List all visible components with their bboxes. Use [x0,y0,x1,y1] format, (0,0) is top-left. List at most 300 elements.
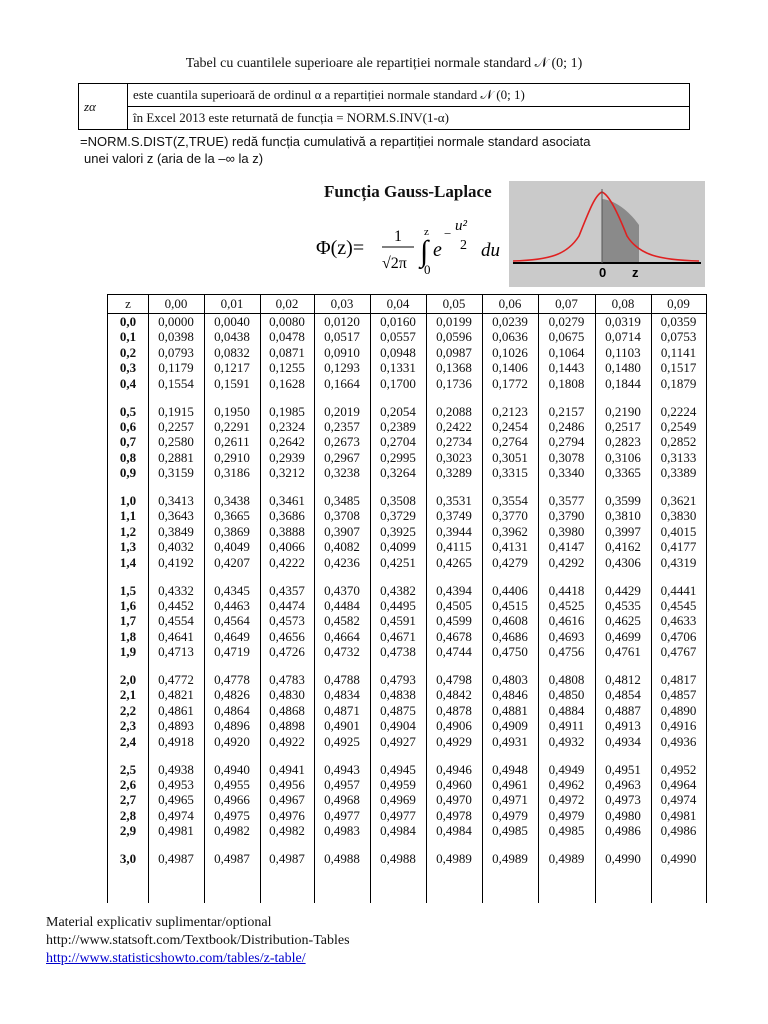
table-cell: 0,4857 [660,687,697,703]
table-cell: 0,0398 [158,329,194,345]
table-cell: 0,3438 [214,493,250,508]
table-cell: 0,4177 [660,539,697,555]
table-cell: 0,3413 [158,493,194,508]
table-cell: 0,2967 [324,449,360,465]
table-cell: 0,4985 [548,823,585,839]
table-cell: 0,0832 [214,344,250,360]
table-cell: 0,4783 [269,672,305,687]
table-cell: 0,4131 [492,539,528,555]
table-cell: 0,4951 [605,761,641,777]
table-cell: 0,0120 [324,314,360,329]
definitions-table [78,83,690,130]
table-cell: 0,0000 [158,314,194,329]
table-cell: 0,1554 [158,375,194,391]
table-cell: 0,3925 [380,523,416,539]
table-cell: 0,1628 [269,375,305,391]
table-cell: 0,4207 [214,554,250,570]
table-cell: 0,1141 [660,344,697,360]
table-cell: 0,4909 [492,718,528,734]
table-cell: 0,4738 [380,644,416,660]
table-cell: 0,4744 [436,644,472,660]
row-z-value: 2,4 [119,733,137,749]
table-cell: 0,4978 [436,807,472,823]
row-z-value: 0,3 [119,360,137,376]
table-cell: 0,4821 [158,687,194,703]
table-cell: 0,2088 [436,403,472,419]
table-cell: 0,4952 [660,761,697,777]
row-z-value: 1,6 [119,597,137,613]
formula-upper: z [424,226,429,238]
table-cell: 0,4875 [380,702,416,718]
table-cell: 0,3907 [324,523,360,539]
table-cell: 0,4957 [324,776,360,792]
formula-exp-num: u² [455,218,467,234]
table-cell: 0,4854 [605,687,641,703]
table-cell: 0,4591 [380,613,416,629]
row-z-value: 1,4 [119,554,137,570]
table-cell: 0,0753 [660,329,697,345]
table-cell: 0,4251 [380,554,416,570]
row-z-value: 0,4 [119,375,137,391]
table-cell: 0,4713 [158,644,194,660]
table-cell: 0,0040 [214,314,250,329]
table-cell: 0,2852 [660,434,697,450]
table-cell: 0,4332 [158,582,194,598]
table-cell: 0,1879 [660,375,697,391]
table-cell: 0,0160 [380,314,416,329]
table-cell: 0,4525 [548,597,585,613]
table-cell: 0,2995 [380,449,416,465]
table-cell: 0,4977 [380,807,416,823]
table-cell: 0,2580 [158,434,194,450]
table-cell: 0,4554 [158,613,194,629]
table-cell: 0,4986 [605,823,641,839]
table-cell: 0,4306 [605,554,641,570]
page-title: Tabel cu cuantilele superioare ale repartiției normale standard 𝒩 (0; 1) [185,56,583,71]
table-cell: 0,4830 [269,687,305,703]
table-cell: 0,4959 [380,776,416,792]
table-cell: 0,2389 [380,418,416,434]
table-cell: 0,4979 [548,807,585,823]
table-cell: 0,4948 [492,761,528,777]
table-cell: 0,3051 [492,449,528,465]
header-cell: 0,03 [330,296,354,311]
note-line-2: unei valori z (aria de la –∞ la z) [84,151,264,166]
table-cell: 0,2257 [158,418,194,434]
table-cell: 0,3078 [548,449,585,465]
table-cell: 0,3238 [324,465,360,481]
table-cell: 0,4936 [660,733,697,749]
table-cell: 0,1844 [605,375,641,391]
table-cell: 0,2764 [492,434,528,450]
table-cell: 0,3708 [324,508,360,524]
table-cell: 0,4162 [605,539,641,555]
table-cell: 0,4890 [660,702,697,718]
header-cell: 0,07 [555,296,578,311]
table-cell: 0,4032 [158,539,194,555]
table-cell: 0,1179 [158,360,194,376]
table-cell: 0,3849 [158,523,194,539]
table-cell: 0,3729 [380,508,416,524]
table-cell: 0,4798 [436,672,472,687]
table-cell: 0,3869 [214,523,250,539]
table-cell: 0,3531 [436,493,472,508]
table-cell: 0,4066 [269,539,305,555]
header-cell: 0,05 [442,296,466,311]
table-cell: 0,4987 [269,851,305,866]
table-cell: 0,2422 [436,418,472,434]
table-cell: 0,4987 [158,851,194,866]
header-cell: 0,09 [667,296,690,311]
table-cell: 0,4418 [548,582,585,598]
table-cell: 0,3665 [214,508,250,524]
table-cell: 0,4861 [158,702,194,718]
table-cell: 0,4971 [492,792,528,808]
table-cell: 0,2486 [548,418,585,434]
table-cell: 0,4981 [158,823,194,839]
table-cell: 0,1915 [158,403,194,419]
row-z-value: 2,8 [119,807,137,823]
table-cell: 0,2881 [158,449,194,465]
row-z-value: 2,3 [119,718,137,734]
table-cell: 0,4967 [269,792,305,808]
header-cell: 0,00 [164,296,188,311]
table-cell: 0,4988 [324,851,360,866]
table-cell: 0,2454 [492,418,528,434]
table-cell: 0,4984 [380,823,416,839]
table-cell: 0,4719 [214,644,250,660]
table-cell: 0,2910 [214,449,250,465]
table-cell: 0,2190 [605,403,641,419]
table-cell: 0,3749 [436,508,472,524]
table-cell: 0,4973 [605,792,641,808]
table-cell: 0,2549 [660,418,697,434]
table-cell: 0,0636 [492,329,528,345]
table-cell: 0,4625 [605,613,641,629]
table-cell: 0,4236 [324,554,360,570]
table-cell: 0,4990 [660,851,697,866]
table-cell: 0,1331 [380,360,416,376]
z-table [107,294,707,903]
table-cell: 0,4812 [605,672,641,687]
symbol-cell: zα [79,84,128,130]
table-cell: 0,4943 [324,761,360,777]
table-cell: 0,3621 [660,493,697,508]
table-cell: 0,1443 [548,360,585,376]
table-cell: 0,4896 [214,718,250,734]
table-cell: 0,3186 [214,465,250,481]
row-z-value: 1,5 [119,582,137,598]
row-z-value: 0,7 [119,434,137,450]
links-block [46,914,350,968]
table-cell: 0,4974 [660,792,697,808]
row-z-value: 1,2 [119,523,137,539]
formula-du: du [481,240,500,261]
table-cell: 0,2734 [436,434,472,450]
table-cell: 0,3340 [548,465,585,481]
table-cell: 0,4871 [324,702,360,718]
row-z-value: 1,8 [119,628,137,644]
table-cell: 0,4441 [660,582,697,598]
table-cell: 0,4940 [214,761,250,777]
table-cell: 0,4706 [660,628,697,644]
table-cell: 0,3106 [605,449,641,465]
table-cell: 0,3289 [436,465,472,481]
table-cell: 0,4756 [548,644,585,660]
table-cell: 0,4649 [214,628,250,644]
table-cell: 0,2357 [324,418,360,434]
row-z-value: 2,2 [119,702,137,718]
table-cell: 0,4515 [492,597,528,613]
table-cell: 0,4082 [324,539,360,555]
link-statisticshowto[interactable]: http://www.statisticshowto.com/tables/z-table/ [46,951,306,966]
table-cell: 0,4535 [605,597,641,613]
table-cell: 0,4656 [269,628,305,644]
table-cell: 0,4906 [436,718,472,734]
header-cell: 0,08 [611,296,635,311]
table-cell: 0,3997 [605,523,641,539]
table-cell: 0,2019 [324,403,360,419]
table-cell: 0,4977 [324,807,360,823]
table-cell: 0,3790 [548,508,585,524]
table-cell: 0,4015 [660,523,697,539]
table-cell: 0,4608 [492,613,528,629]
formula-e: e [433,239,442,261]
table-cell: 0,4693 [548,628,585,644]
table-cell: 0,4370 [324,582,360,598]
table-cell: 0,1480 [605,360,641,376]
table-cell: 0,1406 [492,360,528,376]
bell-curve-image [509,181,705,287]
row-z-value: 0,2 [119,344,137,360]
table-cell: 0,4969 [380,792,416,808]
table-cell: 0,4972 [548,792,585,808]
header-cell: 0,06 [498,296,522,311]
table-cell: 0,1217 [214,360,250,376]
table-cell: 0,4641 [158,628,194,644]
row-z-value: 1,3 [119,539,137,555]
header-cell: 0,01 [220,296,244,311]
table-cell: 0,4452 [158,597,194,613]
table-cell: 0,3686 [269,508,305,524]
note-line-1: =NORM.S.DIST(Z,TRUE) redă funcția cumulativă a repartiției normale standard asociata [80,134,591,149]
table-cell: 0,3554 [492,493,528,508]
table-cell: 0,3264 [380,465,416,481]
table-cell: 0,4826 [214,687,250,703]
table-cell: 0,4931 [492,733,528,749]
table-cell: 0,4265 [436,554,472,570]
table-cell: 0,4898 [269,718,305,734]
table-cell: 0,3770 [492,508,528,524]
table-cell: 0,4382 [380,582,416,598]
table-cell: 0,3944 [436,523,472,539]
table-cell: 0,4932 [548,733,585,749]
header-cell: z [125,296,131,311]
table-cell: 0,3159 [158,465,194,481]
table-cell: 0,4834 [324,687,360,703]
table-cell: 0,4115 [436,539,472,555]
table-cell: 0,0987 [436,344,472,360]
row-z-value: 0,1 [119,329,137,345]
table-cell: 0,4961 [492,776,528,792]
table-cell: 0,2939 [269,449,305,465]
table-cell: 0,4904 [380,718,416,734]
table-cell: 0,2673 [324,434,360,450]
row-z-value: 1,1 [119,508,137,524]
table-cell: 0,4842 [436,687,472,703]
formula-lower: 0 [424,262,431,277]
table-cell: 0,4582 [324,613,360,629]
table-cell: 0,4975 [214,807,250,823]
table-cell: 0,2324 [269,418,305,434]
table-cell: 0,4918 [158,733,194,749]
table-cell: 0,4990 [605,851,641,866]
table-cell: 0,0948 [380,344,416,360]
table-cell: 0,4686 [492,628,528,644]
table-cell: 0,3315 [492,465,528,481]
table-cell: 0,4099 [380,539,416,555]
table-cell: 0,4192 [158,554,194,570]
table-cell: 0,4222 [269,554,305,570]
table-cell: 0,4929 [436,733,472,749]
link-statsoft: http://www.statsoft.com/Textbook/Distribution-Tables [46,933,350,948]
table-cell: 0,4989 [548,851,585,866]
table-cell: 0,1950 [214,403,250,419]
table-cell: 0,3830 [660,508,697,524]
table-cell: 0,1255 [269,360,305,376]
curve-label-zero: 0 [599,265,607,280]
row-z-value: 0,5 [119,403,137,419]
table-cell: 0,1772 [492,375,528,391]
table-cell: 0,1103 [605,344,641,360]
table-cell: 0,4985 [492,823,528,839]
links-label: Material explicativ suplimentar/optional [46,915,272,930]
table-cell: 0,4793 [380,672,416,687]
table-cell: 0,3508 [380,493,416,508]
table-cell: 0,3643 [158,508,194,524]
table-cell: 0,4983 [324,823,360,839]
table-cell: 0,3962 [492,523,528,539]
table-cell: 0,4726 [269,644,305,660]
table-cell: 0,4965 [158,792,194,808]
table-cell: 0,3888 [269,523,305,539]
table-cell: 0,4989 [492,851,528,866]
table-cell: 0,4545 [660,597,697,613]
table-cell: 0,4976 [269,807,305,823]
table-cell: 0,2517 [605,418,641,434]
table-cell: 0,2611 [214,434,250,450]
table-cell: 0,3023 [436,449,472,465]
table-cell: 0,3980 [548,523,585,539]
header-cell: 0,04 [386,296,410,311]
table-cell: 0,0239 [492,314,528,329]
table-cell: 0,4474 [269,597,305,613]
table-cell: 0,4911 [548,718,585,734]
table-cell: 0,3212 [269,465,305,481]
table-cell: 0,4988 [380,851,416,866]
table-cell: 0,0793 [158,344,194,360]
table-cell: 0,4938 [158,761,194,777]
table-cell: 0,0279 [548,314,585,329]
table-cell: 0,4981 [660,807,697,823]
formula-num: 1 [394,228,402,245]
function-title: Funcția Gauss-Laplace [324,182,492,201]
row-z-value: 1,7 [119,613,137,629]
table-cell: 0,4922 [269,733,305,749]
row-z-value: 1,9 [119,644,137,660]
table-cell: 0,0478 [269,329,305,345]
table-cell: 0,4732 [324,644,360,660]
table-cell: 0,1517 [660,360,697,376]
table-cell: 0,4357 [269,582,305,598]
table-cell: 0,4941 [269,761,305,777]
table-cell: 0,4945 [380,761,416,777]
table-cell: 0,1368 [436,360,472,376]
formula-exp-den: 2 [460,238,467,253]
table-cell: 0,4750 [492,644,528,660]
table-cell: 0,0319 [605,314,641,329]
table-cell: 0,4573 [269,613,305,629]
excel-note [80,133,590,167]
table-cell: 0,4984 [436,823,472,839]
table-cell: 0,4564 [214,613,250,629]
definition-row-2: în Excel 2013 este returnată de funcția = NORM.S.INV(1-α) [128,107,690,130]
table-cell: 0,4946 [436,761,472,777]
gauss-laplace-formula [316,208,506,278]
table-cell: 0,2224 [660,403,697,419]
table-cell: 0,1808 [548,375,585,391]
table-cell: 0,4982 [214,823,250,839]
table-cell: 0,1985 [269,403,305,419]
table-cell: 0,4599 [436,613,472,629]
table-cell: 0,3810 [605,508,641,524]
table-cell: 0,1064 [548,344,585,360]
table-cell: 0,4925 [324,733,360,749]
table-cell: 0,4767 [660,644,697,660]
table-cell: 0,4279 [492,554,528,570]
table-cell: 0,4913 [605,718,641,734]
row-z-value: 0,8 [119,449,137,465]
table-cell: 0,4678 [436,628,472,644]
table-cell: 0,4934 [605,733,641,749]
table-cell: 0,0359 [660,314,697,329]
table-cell: 0,0871 [269,344,305,360]
table-cell: 0,4817 [660,672,697,687]
table-cell: 0,2123 [492,403,528,419]
row-z-value: 0,9 [119,465,137,481]
row-z-value: 2,7 [119,792,137,808]
table-cell: 0,4968 [324,792,360,808]
table-cell: 0,4808 [548,672,585,687]
table-cell: 0,1591 [214,375,250,391]
table-cell: 0,0675 [548,329,585,345]
row-z-value: 0,0 [119,314,137,329]
table-cell: 0,4970 [436,792,472,808]
table-cell: 0,4963 [605,776,641,792]
table-cell: 0,4949 [548,761,585,777]
table-cell: 0,4495 [380,597,416,613]
table-cell: 0,4960 [436,776,472,792]
table-cell: 0,4484 [324,597,360,613]
table-cell: 0,1700 [380,375,416,391]
table-cell: 0,4979 [492,807,528,823]
table-cell: 0,0557 [380,329,416,345]
table-cell: 0,2054 [380,403,416,419]
row-z-value: 2,1 [119,687,137,703]
row-z-value: 2,0 [119,672,137,687]
row-z-value: 0,6 [119,418,137,434]
integral-sign: ∫ [420,235,429,268]
